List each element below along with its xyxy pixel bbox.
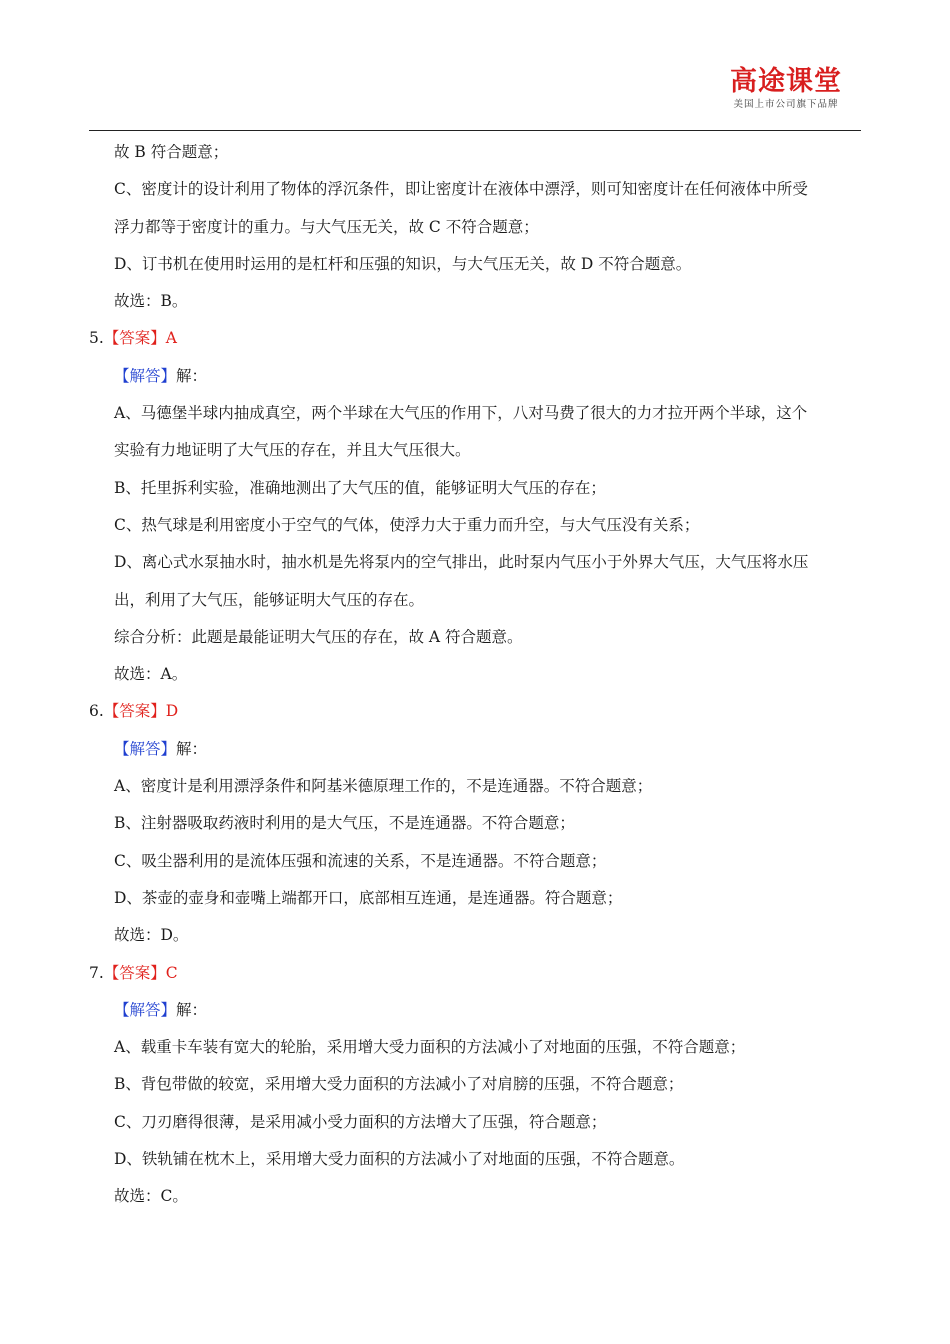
answer-tag: 【答案】D (103, 702, 179, 721)
text-line: 浮力都等于密度计的重力。与大气压无关，故 C 不符合题意； (114, 217, 539, 236)
text-line: 故选：C。 (114, 1187, 188, 1206)
brand-logo (726, 66, 846, 111)
text-line: 故选：A。 (114, 665, 188, 684)
text-line: 出，利用了大气压，能够证明大气压的存在。 (114, 590, 425, 609)
text-line: D、离心式水泵抽水时，抽水机是先将泵内的空气排出，此时泵内气压小于外界大气压，大气压将水压 (114, 553, 809, 572)
text-line: B、背包带做的较宽，采用增大受力面积的方法减小了对肩膀的压强，不符合题意； (114, 1075, 684, 1094)
analysis-text: 解： (176, 739, 208, 758)
brand-name: 高途课堂 (730, 66, 842, 97)
question-7-analysis (89, 992, 861, 1029)
document-body (89, 134, 861, 1216)
question-5-answer (89, 320, 861, 357)
analysis-text: 解： (176, 1000, 208, 1019)
text-line: A、密度计是利用漂浮条件和阿基米德原理工作的，不是连通器。不符合题意； (114, 777, 653, 796)
analysis-tag: 【解答】 (114, 366, 177, 385)
text-line: 故选：D。 (114, 926, 189, 945)
brand-tagline: 美国上市公司旗下品牌 (733, 99, 839, 110)
text-line: 综合分析：此题是最能证明大气压的存在，故 A 符合题意。 (114, 627, 523, 646)
text-line: C、吸尘器利用的是流体压强和流速的关系，不是连通器。不符合题意； (114, 851, 607, 870)
text-line: D、茶壶的壶身和壶嘴上端都开口，底部相互连通，是连通器。符合题意； (114, 888, 623, 907)
answer-tag: 【答案】C (103, 963, 178, 982)
question-6-answer (89, 693, 861, 730)
text-line: D、铁轨铺在枕木上，采用增大受力面积的方法减小了对地面的压强，不符合题意。 (114, 1150, 685, 1169)
text-line: B、注射器吸取药液时利用的是大气压，不是连通器。不符合题意； (114, 814, 575, 833)
text-line: C、热气球是利用密度小于空气的气体，使浮力大于重力而升空，与大气压没有关系； (114, 515, 700, 534)
question-number: 7. (89, 963, 104, 982)
analysis-text: 解： (176, 366, 208, 385)
text-line: C、密度计的设计利用了物体的浮沉条件，即让密度计在液体中漂浮，则可知密度计在任何液体中所受 (114, 180, 808, 199)
text-line: D、订书机在使用时运用的是杠杆和压强的知识，与大气压无关，故 D 不符合题意。 (114, 254, 692, 273)
question-7-answer (89, 955, 861, 992)
text-line: 故 B 符合题意； (114, 143, 229, 161)
header-divider (89, 130, 861, 131)
analysis-tag: 【解答】 (114, 739, 177, 758)
text-line: A、载重卡车装有宽大的轮胎，采用增大受力面积的方法减小了对地面的压强，不符合题意； (114, 1038, 746, 1057)
text-line: C、刀刃磨得很薄，是采用减小受力面积的方法增大了压强，符合题意； (114, 1112, 607, 1131)
text-line: 故选：B。 (114, 292, 188, 311)
question-number: 5. (89, 329, 104, 348)
question-6-analysis (89, 731, 861, 768)
answer-tag: 【答案】A (103, 329, 177, 348)
text-line: 实验有力地证明了大气压的存在，并且大气压很大。 (114, 441, 471, 460)
analysis-tag: 【解答】 (114, 1000, 177, 1019)
text-line: A、马德堡半球内抽成真空，两个半球在大气压的作用下，八对马费了很大的力才拉开两个半球，这个 (114, 404, 808, 423)
text-line: B、托里拆利实验，准确地测出了大气压的值，能够证明大气压的存在； (114, 478, 606, 497)
question-5-analysis (89, 358, 861, 395)
question-number: 6. (89, 702, 104, 721)
